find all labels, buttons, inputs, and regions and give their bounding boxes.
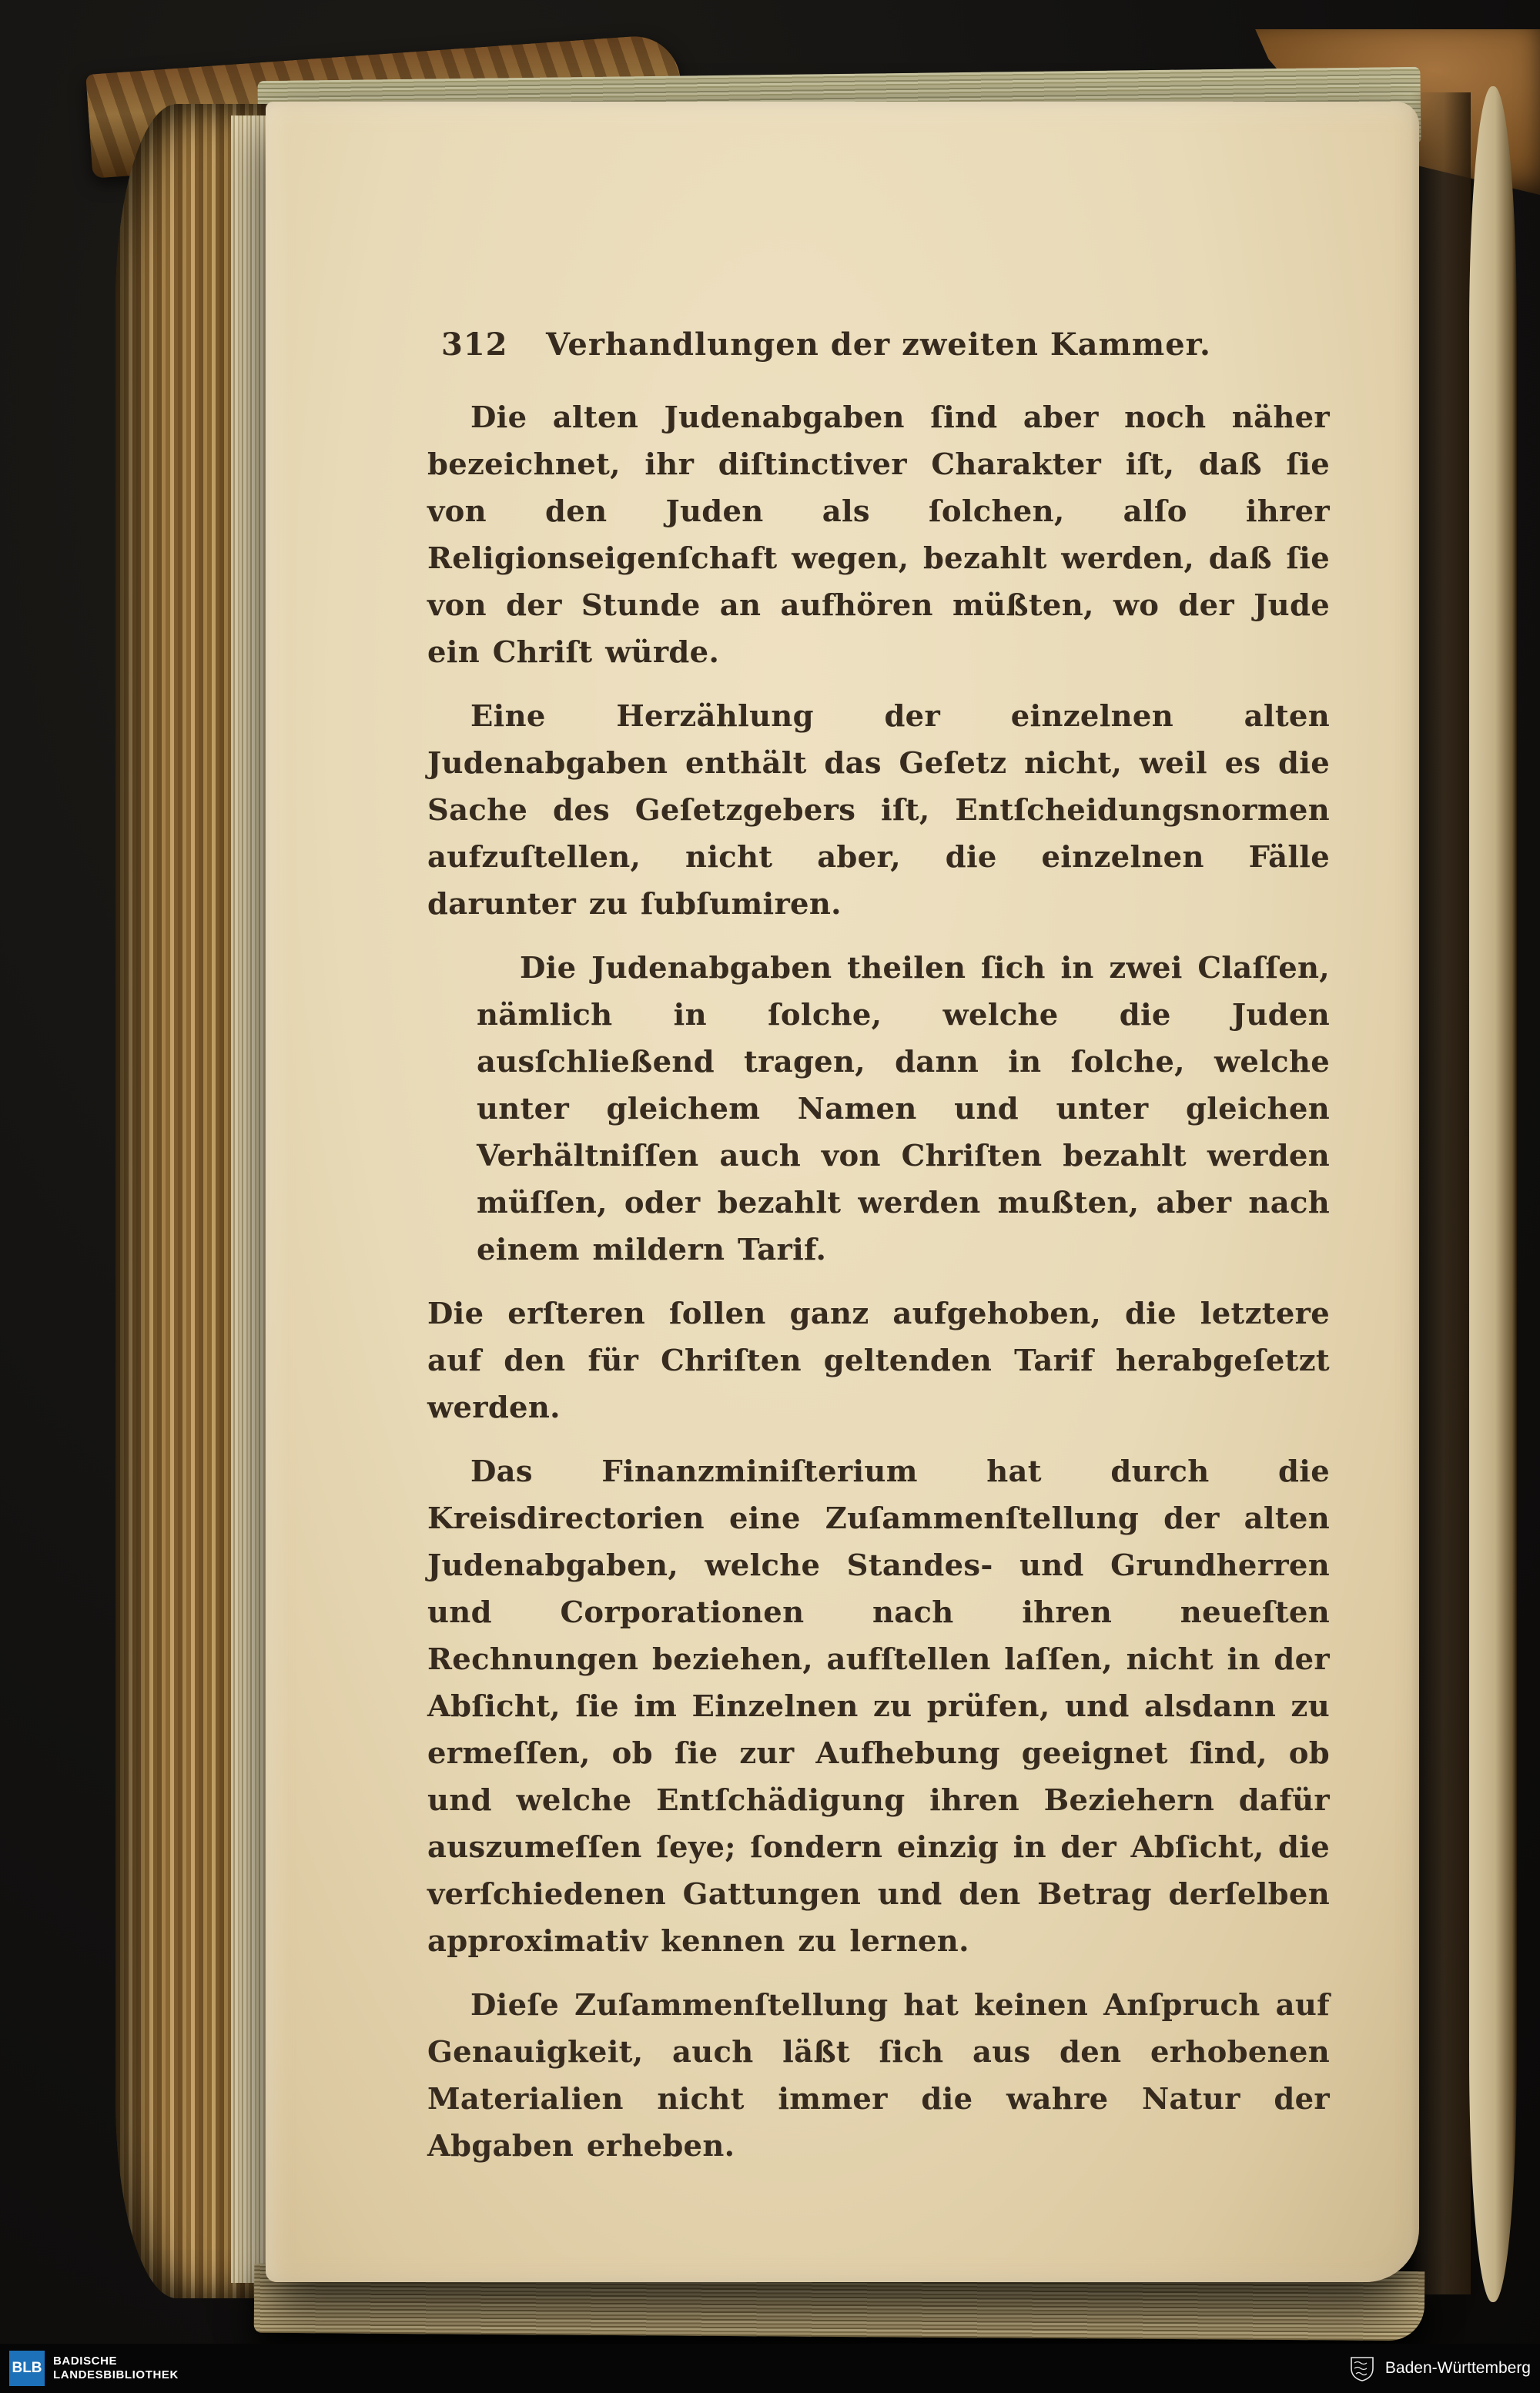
page-text-block [427,326,1330,2187]
page-paragraph-indented: Die Judenabgaben theilen ſich in zwei Claſſen, nämlich in ſolche, welche die Juden ausſchließend tragen, dann in ſolche, welche unter gleichem Namen und unter gleichen Verhältniſſen auch von Chriſten bezahlt werden müſſen, oder bezahlt werden mußten, aber nach einem mildern Tarif. [477,951,1330,1267]
facing-page-edge [1469,86,1517,2302]
page-paragraph: Die alten Judenabgaben ſind aber noch näher bezeichnet, ihr diſtinctiver Charakter iſt, daß ſie von den Juden als ſolchen, alſo ihrer Religionseigenſchaft wegen, bezahlt werden, daß ſie von der Stunde an aufhören müßten, wo der Jude ein Chriſt würde. [427,400,1330,670]
state-branding [1348,2355,1531,2382]
page-paragraph: Eine Herzählung der einzelnen alten Judenabgaben enthält das Geſetz nicht, weil es die Sache des Geſetzgebers iſt, Entſcheidungsnormen aufzuſtellen, nicht aber, die einzelnen Fälle darunter zu ſubſumiren. [427,699,1330,922]
library-name [53,2355,179,2382]
branding-bar [0,2344,1540,2393]
baden-wuerttemberg-coat-of-arms-icon [1348,2355,1376,2382]
page-paragraph: Das Finanzminiſterium hat durch die Kreisdirectorien eine Zuſammenſtellung der alten Judenabgaben, welche Standes- und Grundherren und Corporationen nach ihren neueſten Rechnungen beziehen, aufſtellen laſſen, nicht in der Abſicht, ſie im Einzelnen zu prüfen, und alsdann zu ermeſſen, ob ſie zur Aufhebung geeignet ſind, ob und welche Entſchädigung ihren Beziehern dafür auszumeſſen ſeye; ſondern einzig in der Abſicht, die verſchiedenen Gattungen und den Betrag derſelben approximativ kennen zu lernen. [427,1454,1330,1959]
page-paragraph: Dieſe Zuſammenſtellung hat keinen Anſpruch auf Genauigkeit, auch läßt ſich aus den erhobenen Materialien nicht immer die wahre Natur der Abgaben erheben. [427,1988,1330,2164]
library-logo [9,2351,179,2386]
running-title: Verhandlungen der zweiten Kammer. [546,326,1211,363]
library-name-line2: LANDESBIBLIOTHEK [53,2368,179,2381]
state-label: Baden-Württemberg [1384,2359,1531,2377]
page-number: 312 [441,326,508,363]
scanned-book-page [266,102,1419,2282]
page-paragraph: Die erſteren ſollen ganz aufgehoben, die letztere auf den für Chriſten geltenden Tarif herabgeſetzt werden. [427,1297,1330,1425]
running-header [427,326,1330,376]
library-name-line1: BADISCHE [53,2355,118,2368]
book-gutter-shadow [1411,92,1471,2294]
blb-logo-icon: BLB [9,2351,45,2386]
